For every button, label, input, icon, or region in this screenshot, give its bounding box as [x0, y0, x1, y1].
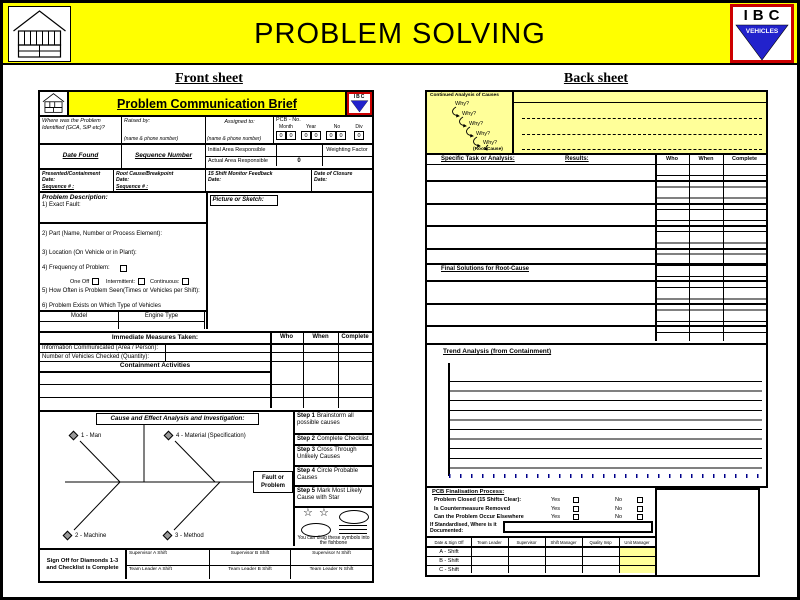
star-symbol[interactable]: ☆ [303, 507, 313, 519]
material-label: 4 - Material (Specification) [176, 433, 246, 440]
date-label: Date: [314, 177, 327, 184]
fishbone-title: Cause and Effect Analysis and Investigation: [96, 413, 259, 425]
teamleader-a-cell[interactable] [127, 566, 210, 579]
fault-line2: Problem [260, 483, 285, 489]
root-cause-label: (Root Cause) [473, 147, 503, 152]
description-left [40, 193, 206, 329]
ibc-brand: IBC [353, 94, 366, 100]
pcb-digit-no1[interactable]: 0 [326, 131, 336, 140]
when-col-line [689, 155, 690, 341]
supervisor-n-label: Supervisor N Shift [312, 551, 351, 556]
yes-label: Yes [551, 514, 560, 520]
sequence-label: Sequence # : [116, 183, 149, 190]
when-header: When [698, 156, 714, 162]
problem-closed-no-checkbox[interactable] [637, 497, 643, 503]
vehicle-type-label: 6) Problem Exists on Which Type of Vehicles [42, 303, 161, 309]
yes-label: Yes [551, 505, 560, 512]
engine-type-header: Engine Type [119, 311, 205, 321]
row-b-shift[interactable]: B - Shift [439, 558, 459, 564]
col-shift-manager: Shift Manager [550, 540, 577, 545]
front-row3 [38, 170, 374, 193]
ibc-triangle-icon [350, 100, 369, 113]
signoff-row-line [427, 565, 655, 566]
teamleader-b-cell[interactable] [210, 566, 291, 579]
location-label[interactable]: 3) Location (On Vehicle or in Plant): [42, 250, 137, 256]
task-table [425, 155, 768, 345]
pcb-number-cell [274, 117, 372, 143]
fault-problem-box [253, 471, 293, 493]
standardised-label-line1: If Standardised, Where is it [430, 522, 497, 528]
ibc-brand: IBC [743, 7, 785, 24]
problem-description-title: Problem Description: [42, 194, 108, 201]
pcb-digit-year1[interactable]: 0 [301, 131, 311, 140]
yes-label: Yes [551, 497, 560, 503]
no-label: No [615, 497, 623, 503]
info-communicated-label: Information Communicated (Area / Person): [42, 345, 159, 351]
back-panel [425, 90, 768, 577]
why-4[interactable]: Why? [476, 131, 491, 137]
shift-monitor-cell[interactable] [206, 170, 312, 191]
signoff-header-line [427, 546, 655, 548]
row2-vdivider1 [276, 145, 277, 166]
who-col-line [270, 333, 272, 408]
supervisor-a-label: Supervisor A Shift [129, 551, 167, 556]
trend-gridlines [449, 381, 762, 471]
problem-closed-label: Problem Closed (15 Shifts Clear): [434, 497, 522, 503]
measures-line4 [40, 397, 372, 398]
step-3-label: Step 3 [297, 447, 316, 453]
trend-section [425, 345, 768, 488]
date-label: Date: [116, 177, 129, 184]
div-label: Div [355, 124, 363, 130]
teamleader-a-label: Team Leader A Shift [129, 567, 172, 572]
analysis-title: Continued Analysis of Causes [430, 93, 499, 98]
supervisor-n-cell[interactable] [291, 550, 372, 565]
pcb-digit-month2[interactable]: 0 [286, 131, 296, 140]
why-analysis-box [427, 92, 514, 153]
why-3[interactable]: Why? [469, 121, 484, 127]
standardised-label-line2: Documented: [430, 528, 464, 534]
col-date-signoff: Date & Sign Off [434, 540, 464, 545]
pcb-digit-div[interactable]: 0 [354, 131, 364, 140]
star-symbol[interactable]: ☆ [319, 507, 329, 519]
picture-sketch-label: Picture or Sketch: [210, 195, 278, 206]
step-4-text: Circle Probable Causes [297, 468, 359, 481]
year-label: Year [305, 124, 317, 130]
occur-elsewhere-label: Can the Problem Occur Elsewhere [434, 514, 524, 520]
picture-sketch-area[interactable] [208, 193, 372, 329]
who-col-line [655, 155, 657, 341]
model-input-cell[interactable] [40, 322, 119, 329]
diamond-method[interactable] [164, 532, 204, 539]
signoff-label-line1: Sign Off for Diamonds 1-3 [46, 558, 119, 564]
diamond-man[interactable] [70, 432, 101, 439]
root-cause-cell[interactable] [114, 170, 206, 191]
no-label: No [615, 514, 623, 520]
finalisation-title: PCB Finalisation Process: [432, 489, 505, 495]
analysis-top-line [514, 102, 766, 103]
pcb-digit-year2[interactable]: 0 [311, 131, 321, 140]
how-often-label[interactable]: 5) How Often is Problem Seen(Times or Vehicles per Shift): [42, 288, 200, 294]
method-label: 3 - Method [175, 533, 204, 540]
ibc-sub-label: VEHICLES [745, 28, 779, 35]
steps-panel [295, 412, 372, 546]
why-2[interactable]: Why? [462, 111, 477, 117]
one-off-label: One Off [70, 279, 90, 285]
complete-header: Complete [731, 156, 758, 162]
root-cause-label: Root Cause/Breakpoint [116, 171, 174, 177]
signoff-label-line2: and Checklist is Complete [46, 564, 119, 571]
drag-symbols-area [295, 508, 372, 546]
trend-x-axis [449, 474, 762, 478]
pcb-digit-no2[interactable]: 0 [336, 131, 346, 140]
one-off-checkbox[interactable] [92, 278, 99, 285]
ibc-logo [730, 4, 794, 63]
front-row2 [38, 145, 374, 170]
who-header: Who [280, 334, 293, 340]
measures-title: Immediate Measures Taken: [111, 334, 199, 341]
no-label: No [333, 124, 341, 130]
house-icon [40, 92, 67, 114]
analysis-dashed-line[interactable] [522, 118, 762, 119]
brief-title: Problem Communication Brief [117, 97, 297, 111]
ibc-logo-small [347, 92, 372, 115]
signoff-col-line [582, 538, 583, 573]
signoff-label-cell [40, 550, 127, 579]
trend-title: Trend Analysis (from Containment) [443, 348, 552, 355]
frequency-label: 4) Frequency of Problem: [42, 265, 110, 271]
month-label: Month [279, 124, 293, 130]
intermittent-label: Intermittent: [106, 279, 136, 285]
task-header: Specific Task or Analysis: [441, 156, 515, 162]
pcb-no-label: PCB - No. [276, 117, 301, 123]
final-solutions-header: Final Solutions for Root-Cause [441, 266, 529, 272]
finalisation-section [425, 488, 657, 538]
cross-line-symbol[interactable] [339, 529, 367, 530]
signoff-col-line [471, 538, 472, 573]
analysis-section [425, 90, 768, 155]
problem-closed-yes-checkbox[interactable] [573, 497, 579, 503]
vehicles-checked-label: Number of Vehicles Checked (Quantity): [42, 354, 150, 360]
occur-elsewhere-yes-checkbox[interactable] [573, 514, 579, 520]
col-quality-insp: Quality Insp [589, 540, 612, 545]
pcb-digit-month1[interactable]: 0 [276, 131, 286, 140]
part-label[interactable]: 2) Part (Name, Number or Process Element): [42, 231, 163, 237]
task-thick-line [427, 303, 766, 305]
task-thick-line [427, 203, 766, 205]
step-4 [295, 467, 372, 487]
fault-line1: Fault or [262, 475, 284, 481]
diamond-material[interactable] [165, 432, 246, 439]
ibc-triangle-icon [733, 24, 791, 62]
step-5-label: Step 5 [297, 488, 316, 494]
machine-label: 2 - Machine [75, 533, 107, 540]
step-2 [295, 435, 372, 446]
exact-fault-label[interactable]: 1) Exact Fault: [42, 202, 81, 208]
intermittent-checkbox[interactable] [138, 278, 145, 285]
date-closure-cell[interactable] [312, 170, 372, 191]
continuous-label: Continuous: [150, 279, 180, 285]
diamond-machine[interactable] [64, 532, 106, 539]
diamond-icon [163, 531, 173, 541]
analysis-dashed-line[interactable] [522, 149, 762, 150]
cross-line-symbol[interactable] [339, 525, 367, 526]
task-thick-line [427, 248, 766, 250]
date-closure-label: Date of Closure [314, 171, 353, 177]
task-thick-line [427, 180, 766, 182]
task-thick-line [427, 225, 766, 227]
step-5 [295, 487, 372, 508]
step-5-text: Mark Most Likely Cause with Star [297, 488, 363, 501]
signoff-col-line [619, 538, 620, 573]
house-icon [9, 7, 70, 61]
presented-label: Presented/Containment [42, 171, 101, 177]
diamond-icon [69, 431, 79, 441]
front-panel [38, 90, 374, 583]
frequency-checkbox[interactable] [120, 265, 127, 272]
measures-line1 [40, 352, 372, 353]
col-supervisor: Supervisor [516, 540, 537, 545]
measures-line3 [40, 384, 372, 385]
diamond-icon [164, 431, 174, 441]
task-row-lines [655, 165, 766, 341]
date-found-cell[interactable]: Date Found [40, 145, 122, 168]
teamleader-b-label: Team Leader B Shift [228, 567, 272, 572]
weighting-factor-label: Weighting Factor [326, 147, 368, 153]
complete-col-line [723, 155, 724, 341]
assigned-to-label: Assigned to: [224, 119, 255, 125]
sequence-label: Sequence # : [42, 183, 75, 190]
signoff-col-line [508, 538, 509, 573]
actual-area-value[interactable]: 0 [297, 158, 301, 164]
fishbone-section [38, 412, 374, 550]
where-identified-cell[interactable]: Where was the Problem Identified (GCA, SiP etc)? [40, 117, 122, 143]
assigned-to-cell[interactable] [206, 117, 274, 143]
drag-note: You can drag these symbols into the fishbone [297, 535, 370, 547]
supervisor-a-cell[interactable] [127, 550, 210, 565]
step-1-text: Brainstorm all possible causes [297, 413, 354, 426]
row2-divider [206, 156, 372, 157]
when-col-line [303, 333, 304, 408]
analysis-dashed-line[interactable] [522, 134, 762, 135]
name-phone-label: (name & phone number) [124, 136, 179, 142]
task-thick-line [427, 325, 766, 327]
row2-vdivider2 [322, 145, 323, 166]
diamond-icon [63, 531, 73, 541]
engine-input-cell[interactable] [119, 322, 205, 329]
complete-header: Complete [341, 334, 369, 340]
step-2-text: Complete Checklist [317, 436, 369, 442]
countermeasure-no-checkbox[interactable] [637, 506, 643, 512]
signoff-row-line [427, 556, 655, 557]
why-5[interactable]: Why? [483, 140, 498, 146]
supervisor-b-label: Supervisor B Shift [230, 551, 270, 556]
teamleader-n-cell[interactable] [291, 566, 372, 579]
containment-underline [40, 371, 270, 373]
row-c-shift[interactable]: C - Shift [439, 567, 459, 573]
date-label: Date: [208, 177, 221, 184]
model-header: Model [40, 311, 119, 321]
containment-title: Containment Activities [119, 362, 191, 369]
notes-box[interactable] [657, 488, 760, 577]
factory-logo-box [8, 6, 71, 62]
step-4-label: Step 4 [297, 468, 316, 474]
presented-containment-cell[interactable] [40, 170, 114, 191]
raised-by-label: Raised by: [124, 118, 150, 124]
standardised-input[interactable] [503, 521, 653, 533]
continuous-checkbox[interactable] [182, 278, 189, 285]
circle-symbol[interactable] [339, 510, 369, 524]
page-title: PROBLEM SOLVING [254, 18, 546, 50]
step-3-text: Cross Through Unlikely Causes [297, 447, 357, 460]
col-unit-manager: Unit Manager [624, 540, 650, 545]
signoff-col-line [545, 538, 546, 573]
front-row1 [38, 117, 374, 145]
front-sheet-title: Front sheet [175, 71, 243, 86]
house-logo-small-box [40, 92, 69, 115]
sequence-number-cell[interactable]: Sequence Number [122, 145, 206, 168]
name-phone-label: (name & phone number) [207, 136, 262, 142]
col-team-leader: Team Leader [477, 540, 502, 545]
front-signoff-section [38, 550, 374, 583]
step-1 [295, 412, 372, 435]
task-thick-line [427, 263, 766, 265]
countermeasure-yes-checkbox[interactable] [573, 506, 579, 512]
back-signoff-table [425, 538, 657, 577]
description-section [38, 193, 374, 333]
occur-elsewhere-no-checkbox[interactable] [637, 514, 643, 520]
step-2-label: Step 2 [297, 436, 316, 442]
results-header: Results: [565, 156, 589, 162]
exact-fault-underline [40, 222, 206, 224]
brief-title-cell [69, 92, 347, 115]
task-thick-line [427, 280, 766, 282]
actual-area-label: Actual Area Responsible [208, 158, 268, 164]
why-1[interactable]: Why? [455, 101, 470, 107]
who-header: Who [666, 156, 678, 162]
shift-monitor-label: 15 Shift Monitor Feedback [208, 171, 273, 177]
initial-area-label: Initial Area Responsible [208, 147, 266, 153]
when-header: When [312, 334, 329, 340]
unit-manager-highlight-cell[interactable] [619, 546, 655, 573]
date-label: Date: [42, 177, 55, 184]
front-header [38, 90, 374, 117]
countermeasure-label: Is Countermeasure Removed [434, 505, 511, 512]
step-1-label: Step 1 [297, 413, 316, 419]
supervisor-b-cell[interactable] [210, 550, 291, 565]
raised-by-cell[interactable] [122, 117, 206, 143]
complete-col-line [338, 333, 339, 408]
back-sheet-title: Back sheet [563, 71, 629, 86]
step-3 [295, 446, 372, 467]
teamleader-n-label: Team Leader N Shift [309, 567, 354, 572]
no-label: No [615, 505, 623, 512]
man-label: 1 - Man [81, 433, 102, 440]
measures-section [38, 333, 374, 412]
row-a-shift[interactable]: A - Shift [439, 549, 459, 555]
banner [3, 3, 797, 65]
